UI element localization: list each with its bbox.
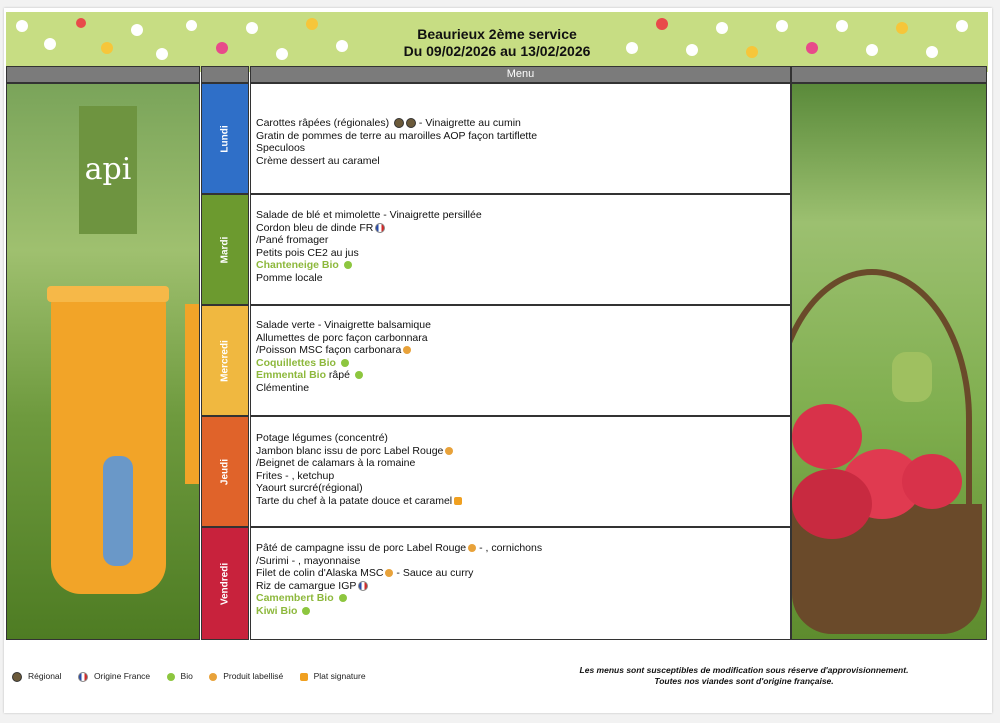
menu-item-bio: Camembert Bio (256, 592, 785, 605)
page-title (6, 26, 988, 60)
header-cell-left (6, 66, 200, 83)
bio-icon (355, 371, 363, 379)
label-icon (209, 673, 217, 681)
menu-item: Speculoos (256, 142, 306, 154)
header-cell-menu: Menu (250, 66, 791, 83)
menu-item: /Poisson MSC façon carbonara (256, 344, 785, 357)
menu-item: Crème dessert au caramel (256, 154, 380, 167)
bio-icon (344, 261, 352, 269)
regional-icon (12, 672, 22, 682)
menu-item: /Pané fromager (256, 234, 329, 246)
apple (902, 454, 962, 509)
boot-top (47, 286, 169, 302)
header-cell-day (201, 66, 249, 83)
menu-item: Salade verte - Vinaigrette balsamique (256, 319, 431, 331)
label-icon (445, 447, 453, 455)
legend-produit-labellise: Produit labellisé (207, 671, 289, 681)
right-photo-apples (791, 83, 987, 640)
apple (792, 404, 862, 469)
signature-icon (300, 673, 308, 681)
legend-regional: Régional (10, 671, 68, 681)
menu-item: Gratin de pommes de terre au maroilles AOP façon tartiflette (256, 129, 538, 142)
apple (792, 469, 872, 539)
signature-icon (454, 497, 462, 505)
menu-item-bio: Coquillettes Bio (256, 357, 785, 370)
menu-item: Petits pois CE2 au jus (256, 246, 359, 259)
menu-item: Pomme locale (256, 271, 323, 284)
menu-vendredi (250, 527, 791, 640)
menu-sheet (4, 8, 992, 713)
note-line-1: Les menus sont susceptibles de modification sous réserve d'approvisionnement. (579, 665, 909, 675)
menu-item: Clémentine (256, 381, 310, 394)
bio-icon (339, 594, 347, 602)
title-line: Beaurieux 2ème service (417, 26, 577, 42)
menu-item: Jambon blanc issu de porc Label Rouge (256, 445, 785, 458)
label-icon (403, 346, 411, 354)
regional-icon (394, 118, 404, 128)
regional-icon (406, 118, 416, 128)
legend (10, 671, 378, 682)
menu-item: Yaourt surcré(régional) (256, 482, 363, 494)
label-icon (468, 544, 476, 552)
menu-item: Riz de camargue IGP (256, 580, 785, 593)
menu-lundi (250, 83, 791, 194)
menu-item: Frites - , ketchup (256, 469, 335, 482)
day-label: Mardi (219, 236, 231, 263)
france-flag-icon (78, 672, 88, 682)
bio-icon (302, 607, 310, 615)
note-line-2: Toutes nos viandes sont d'origine française. (654, 676, 834, 686)
bio-icon (341, 359, 349, 367)
date-range: Du 09/02/2026 au 13/02/2026 (403, 43, 591, 59)
menu-item: /Beignet de calamars à la romaine (256, 457, 416, 469)
menu-item-bio: Chanteneige Bio (256, 259, 785, 272)
legend-origine-france: Origine France (76, 671, 156, 681)
day-mercredi (201, 305, 249, 416)
day-label: Lundi (219, 124, 231, 153)
day-label: Mercredi (219, 339, 231, 382)
day-mardi (201, 194, 249, 305)
menu-item-bio: Kiwi Bio (256, 605, 785, 618)
left-photo-boots (6, 83, 200, 640)
day-label: Jeudi (219, 458, 231, 485)
day-lundi (201, 83, 249, 194)
menu-item: Allumettes de porc façon carbonnara (256, 331, 428, 344)
legend-plat-signature: Plat signature (298, 671, 372, 681)
bio-icon (167, 673, 175, 681)
child-figure-climbing (892, 352, 932, 402)
menu-mercredi (250, 305, 791, 416)
france-flag-icon (375, 223, 385, 233)
api-logo-text: api (84, 152, 132, 187)
menu-item: /Surimi - , mayonnaise (256, 554, 361, 567)
header-banner (6, 12, 988, 72)
menu-mardi (250, 194, 791, 305)
footer-note (544, 665, 944, 687)
api-logo (79, 106, 137, 234)
day-label: Vendredi (219, 562, 231, 605)
header-cell-right (791, 66, 987, 83)
child-figure (103, 456, 133, 566)
menu-item: Emmental Bio râpé (256, 369, 785, 382)
menu-item: Tarte du chef à la patate douce et caramel (256, 495, 785, 508)
france-flag-icon (358, 581, 368, 591)
day-jeudi (201, 416, 249, 527)
menu-item: Potage légumes (concentré) (256, 432, 388, 444)
menu-item: Salade de blé et mimolette - Vinaigrette persillée (256, 209, 482, 221)
legend-bio: Bio (165, 671, 199, 681)
menu-jeudi (250, 416, 791, 527)
day-vendredi (201, 527, 249, 640)
menu-item: Cordon bleu de dinde FR (256, 222, 785, 235)
menu-item: Carottes râpées (régionales) - Vinaigrette au cumin (256, 117, 521, 129)
menu-item: Pâté de campagne issu de porc Label Rouge - , cornichons (256, 542, 543, 554)
second-boot (185, 304, 200, 484)
menu-item: Filet de colin d'Alaska MSC - Sauce au curry (256, 567, 474, 579)
